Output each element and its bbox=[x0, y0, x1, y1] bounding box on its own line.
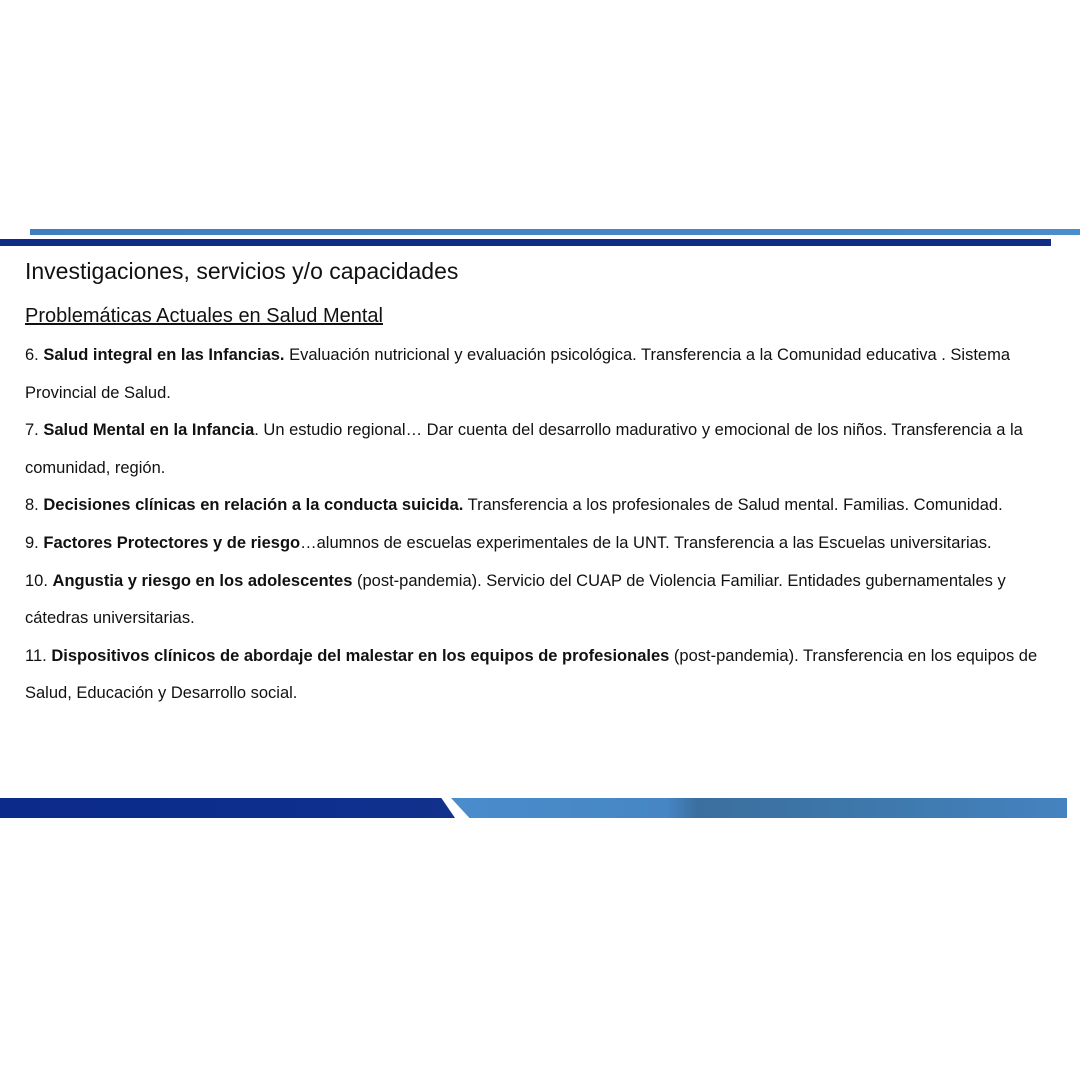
item-description: (post-pandemia). Servicio del CUAP de Violencia Familiar. Entidades gubernamentales y cátedras universitarias. bbox=[25, 571, 1006, 628]
item-heading: Angustia y riesgo en los adolescentes bbox=[52, 571, 353, 590]
item-description: Evaluación nutricional y evaluación psicológica. Transferencia a la Comunidad educativa . Sistema Provincial de Salud. bbox=[25, 346, 1011, 402]
item-number: 10. bbox=[25, 571, 48, 590]
header-accent-bar-light bbox=[30, 229, 1080, 235]
list-item bbox=[25, 638, 1065, 713]
item-heading: Salud integral en las Infancias. bbox=[43, 346, 285, 364]
item-heading: Decisiones clínicas en relación a la conducta suicida. bbox=[43, 496, 464, 515]
list-item bbox=[25, 563, 1065, 638]
slide-title: Investigaciones, servicios y/o capacidades bbox=[25, 258, 459, 284]
list-item bbox=[25, 412, 1065, 487]
item-heading: Salud Mental en la Infancia bbox=[43, 421, 255, 440]
item-heading: Dispositivos clínicos de abordaje del malestar en los equipos de profesionales bbox=[51, 646, 670, 665]
footer-accent-bar-light bbox=[451, 798, 1067, 818]
footer-accent-bar-dark bbox=[0, 798, 455, 818]
item-description: . Un estudio regional… Dar cuenta del desarrollo madurativo y emocional de los niños. Transferencia a la comunidad, región. bbox=[25, 421, 1023, 477]
item-number: 9. bbox=[25, 533, 39, 552]
item-description: (post-pandemia). Transferencia en los equipos de Salud, Educación y Desarrollo social. bbox=[25, 646, 1038, 703]
item-number: 6. bbox=[25, 346, 39, 364]
item-heading: Factores Protectores y de riesgo bbox=[43, 533, 301, 552]
project-list bbox=[25, 337, 1065, 713]
list-item bbox=[25, 487, 1065, 525]
header-accent-bar-dark bbox=[0, 239, 1051, 246]
list-item bbox=[25, 525, 1065, 563]
item-number: 7. bbox=[25, 421, 39, 440]
list-item bbox=[25, 337, 1065, 412]
item-number: 11. bbox=[25, 646, 47, 665]
item-description: Transferencia a los profesionales de Salud mental. Familias. Comunidad. bbox=[463, 496, 1003, 515]
item-description: …alumnos de escuelas experimentales de la UNT. Transferencia a las Escuelas universitarias. bbox=[300, 533, 992, 552]
item-number: 8. bbox=[25, 496, 39, 515]
slide-subtitle: Problemáticas Actuales en Salud Mental bbox=[25, 305, 383, 327]
